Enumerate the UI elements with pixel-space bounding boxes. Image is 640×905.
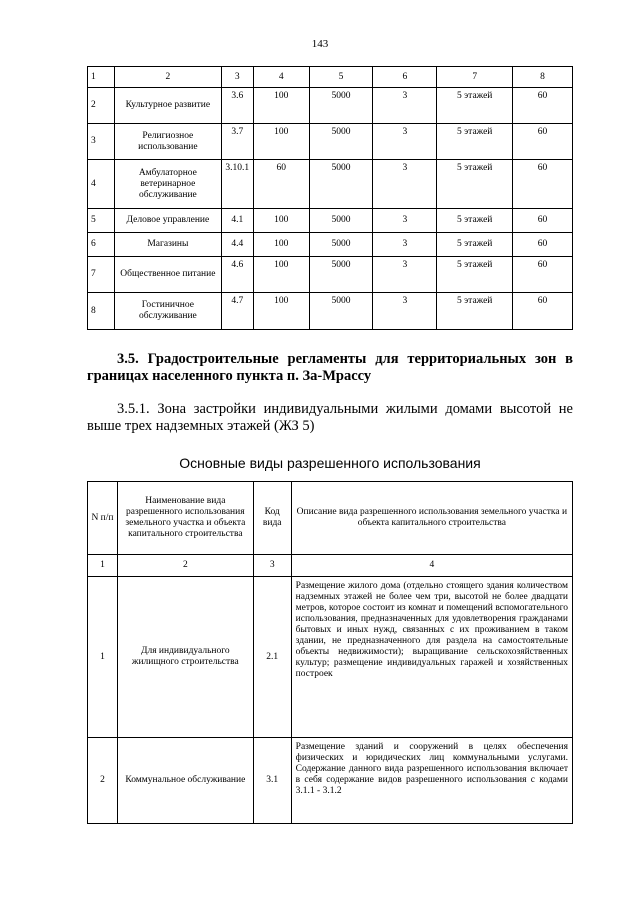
table-cell: Гостиничное обслуживание [114, 293, 221, 330]
table-cell: 5 [88, 209, 115, 233]
table-header-cell: 6 [373, 67, 437, 88]
table-cell: 5 этажей [437, 233, 513, 257]
table-header-cell: 3 [221, 67, 253, 88]
table-cell: 60 [513, 293, 573, 330]
table-cell: 3 [253, 555, 291, 577]
table-header-cell: Код вида [253, 482, 291, 555]
table-cell: 3.6 [221, 88, 253, 124]
table-cell: Для индивидуального жилищного строительства [117, 577, 253, 738]
table-cell: 5 этажей [437, 160, 513, 209]
table-header-cell: 1 [88, 67, 115, 88]
table-cell: 3.10.1 [221, 160, 253, 209]
table-header-cell: Описание вида разрешенного использования земельного участка и объекта капитального строительства [291, 482, 572, 555]
table-row [88, 88, 573, 124]
section-heading: 3.5. Градостроительные регламенты для территориальных зон в границах населенного пункта п. За-Мрассу [87, 351, 573, 384]
table-cell: 100 [253, 293, 309, 330]
table-row [88, 577, 573, 738]
page-number: 143 [311, 38, 329, 50]
table-cell: 5 этажей [437, 124, 513, 160]
table-cell: 7 [88, 257, 115, 293]
table-cell: 8 [88, 293, 115, 330]
table-cell: 3 [373, 293, 437, 330]
table-header-cell: 5 [309, 67, 373, 88]
table-cell: 5000 [309, 233, 373, 257]
table-cell: 5 этажей [437, 293, 513, 330]
table-cell: 2 [88, 738, 118, 824]
table-cell: 5000 [309, 209, 373, 233]
zone-parameters-table [87, 66, 573, 330]
table-cell: Деловое управление [114, 209, 221, 233]
table-cell: 6 [88, 233, 115, 257]
subsection-heading: 3.5.1. Зона застройки индивидуальными жилыми домами высотой не выше трех надземных этажей (ЖЗ 5) [87, 401, 573, 434]
table-cell: 2 [88, 88, 115, 124]
table-cell: 3 [373, 88, 437, 124]
table-header-row [88, 482, 573, 555]
table-cell: 60 [513, 233, 573, 257]
table-cell: 1 [88, 577, 118, 738]
table-cell: Культурное развитие [114, 88, 221, 124]
table-header-cell: 2 [114, 67, 221, 88]
table-cell: 4.7 [221, 293, 253, 330]
table-cell: 3 [373, 160, 437, 209]
table-cell: Амбулаторное ветеринарное обслуживание [114, 160, 221, 209]
table-cell: Религиозное использование [114, 124, 221, 160]
table-cell: 2 [117, 555, 253, 577]
table-cell: 5000 [309, 160, 373, 209]
table-header-cell: 7 [437, 67, 513, 88]
table-row [88, 209, 573, 233]
table-cell: 4 [291, 555, 572, 577]
table-cell: 3 [373, 233, 437, 257]
table-cell: 4 [88, 160, 115, 209]
table-caption: Основные виды разрешенного использования [179, 455, 481, 471]
table-header-cell: Наименование вида разрешенного использования земельного участка и объекта капитального строительства [117, 482, 253, 555]
table-cell: 5 этажей [437, 257, 513, 293]
permitted-uses-table [87, 481, 573, 824]
table-cell: 60 [513, 257, 573, 293]
table-cell: Размещение зданий и сооружений в целях обеспечения физических и юридических лиц коммунальными услугами. Содержание данного вида разрешенного использования включает в себя содержание видов разрешенного использования с кодами 3.1.1 - 3.1.2 [291, 738, 572, 824]
table-cell: 5 этажей [437, 209, 513, 233]
table-header-row [88, 67, 573, 88]
table-cell: 4.1 [221, 209, 253, 233]
table-header-cell: 8 [513, 67, 573, 88]
table-cell: 4.6 [221, 257, 253, 293]
table-cell: 4.4 [221, 233, 253, 257]
table-cell: 3 [88, 124, 115, 160]
table-row [88, 160, 573, 209]
table-cell: 5000 [309, 293, 373, 330]
table-cell: Магазины [114, 233, 221, 257]
table-cell: 100 [253, 257, 309, 293]
table-cell: 3 [373, 257, 437, 293]
table-cell: 100 [253, 209, 309, 233]
table-cell: 100 [253, 124, 309, 160]
table-cell: 5000 [309, 88, 373, 124]
table-cell: 60 [513, 160, 573, 209]
table-header-cell: N п/п [88, 482, 118, 555]
table-cell: Коммунальное обслуживание [117, 738, 253, 824]
table-cell: 3 [373, 124, 437, 160]
table-row [88, 293, 573, 330]
table-cell: 60 [253, 160, 309, 209]
table-cell: 5000 [309, 257, 373, 293]
table-cell: 100 [253, 88, 309, 124]
table-cell: Общественное питание [114, 257, 221, 293]
table-row [88, 738, 573, 824]
table-row [88, 257, 573, 293]
table-cell: 60 [513, 209, 573, 233]
table-cell: Размещение жилого дома (отдельно стоящего здания количеством надземных этажей не более чем три, высотой не более двадцати метров, которое состоит из комнат и помещений вспомогательного использования, предназначенных для удовлетворения гражданами бытовых и иных нужд, связанных с их проживанием в таком здании, не предназначенного для раздела на самостоятельные объекты недвижимости); выращивание сельскохозяйственных культур; размещение индивидуальных гаражей и хозяйственных построек [291, 577, 572, 738]
table-cell: 2.1 [253, 577, 291, 738]
table-cell: 3 [373, 209, 437, 233]
table-cell: 1 [88, 555, 118, 577]
table-cell: 5000 [309, 124, 373, 160]
table-row [88, 233, 573, 257]
table-cell: 60 [513, 88, 573, 124]
table-cell: 100 [253, 233, 309, 257]
table-index-row [88, 555, 573, 577]
table-header-cell: 4 [253, 67, 309, 88]
table-cell: 5 этажей [437, 88, 513, 124]
table-cell: 3.7 [221, 124, 253, 160]
table-cell: 60 [513, 124, 573, 160]
table-row [88, 124, 573, 160]
table-cell: 3.1 [253, 738, 291, 824]
